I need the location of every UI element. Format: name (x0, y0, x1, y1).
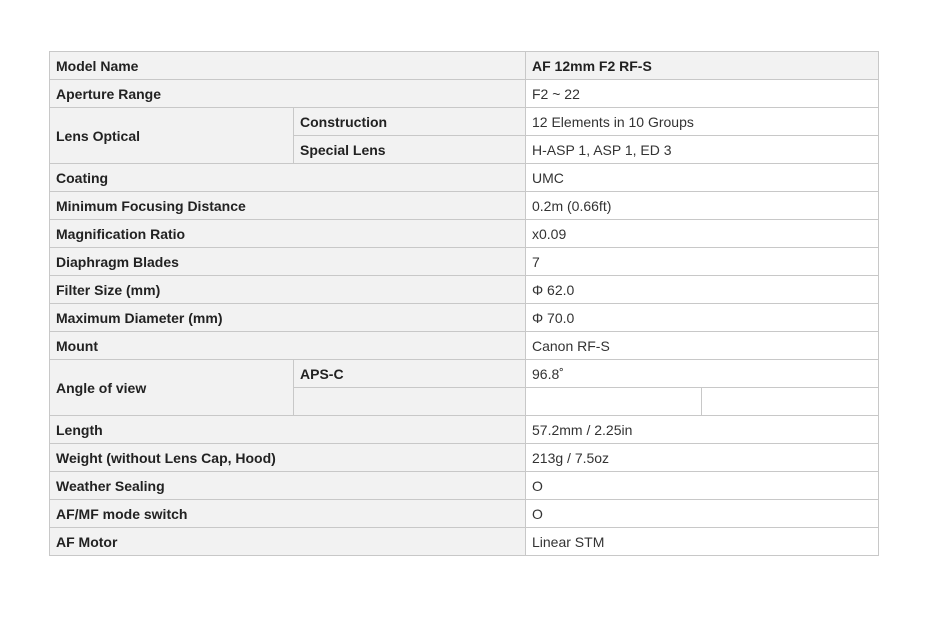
aperture-range-value: F2 ~ 22 (526, 80, 879, 108)
construction-value: 12 Elements in 10 Groups (526, 108, 879, 136)
table-row (50, 360, 879, 388)
mount-label: Mount (50, 332, 526, 360)
table-row (50, 220, 879, 248)
construction-label: Construction (294, 108, 526, 136)
max-diameter-value: Φ 70.0 (526, 304, 879, 332)
filter-size-value: Φ 62.0 (526, 276, 879, 304)
min-focus-label: Minimum Focusing Distance (50, 192, 526, 220)
min-focus-value: 0.2m (0.66ft) (526, 192, 879, 220)
table-row (50, 276, 879, 304)
af-mf-switch-label: AF/MF mode switch (50, 500, 526, 528)
lens-spec-table (49, 51, 879, 556)
table-row (50, 472, 879, 500)
weather-sealing-label: Weather Sealing (50, 472, 526, 500)
aperture-range-label: Aperture Range (50, 80, 526, 108)
magnification-label: Magnification Ratio (50, 220, 526, 248)
angle-empty-value-cell-1 (526, 388, 702, 416)
angle-empty-value-cell-2 (702, 388, 879, 416)
af-motor-label: AF Motor (50, 528, 526, 556)
table-row (50, 332, 879, 360)
coating-value: UMC (526, 164, 879, 192)
table-row (50, 416, 879, 444)
angle-empty-label-cell (294, 388, 526, 416)
table-row (50, 52, 879, 80)
model-name-value: AF 12mm F2 RF-S (526, 52, 879, 80)
weather-sealing-value: O (526, 472, 879, 500)
lens-optical-label: Lens Optical (50, 108, 294, 164)
aps-c-value: 96.8˚ (526, 360, 879, 388)
filter-size-label: Filter Size (mm) (50, 276, 526, 304)
model-name-label: Model Name (50, 52, 526, 80)
coating-label: Coating (50, 164, 526, 192)
table-row (50, 500, 879, 528)
table-row (50, 108, 879, 136)
max-diameter-label: Maximum Diameter (mm) (50, 304, 526, 332)
table-row (50, 192, 879, 220)
af-mf-switch-value: O (526, 500, 879, 528)
length-value: 57.2mm / 2.25in (526, 416, 879, 444)
weight-label: Weight (without Lens Cap, Hood) (50, 444, 526, 472)
special-lens-label: Special Lens (294, 136, 526, 164)
length-label: Length (50, 416, 526, 444)
aps-c-label: APS-C (294, 360, 526, 388)
table-row (50, 248, 879, 276)
table-row (50, 444, 879, 472)
table-row (50, 304, 879, 332)
table-row (50, 80, 879, 108)
weight-value: 213g / 7.5oz (526, 444, 879, 472)
diaphragm-label: Diaphragm Blades (50, 248, 526, 276)
table-row (50, 164, 879, 192)
special-lens-value: H-ASP 1, ASP 1, ED 3 (526, 136, 879, 164)
magnification-value: x0.09 (526, 220, 879, 248)
mount-value: Canon RF-S (526, 332, 879, 360)
angle-of-view-label: Angle of view (50, 360, 294, 416)
af-motor-value: Linear STM (526, 528, 879, 556)
diaphragm-value: 7 (526, 248, 879, 276)
table-row (50, 528, 879, 556)
